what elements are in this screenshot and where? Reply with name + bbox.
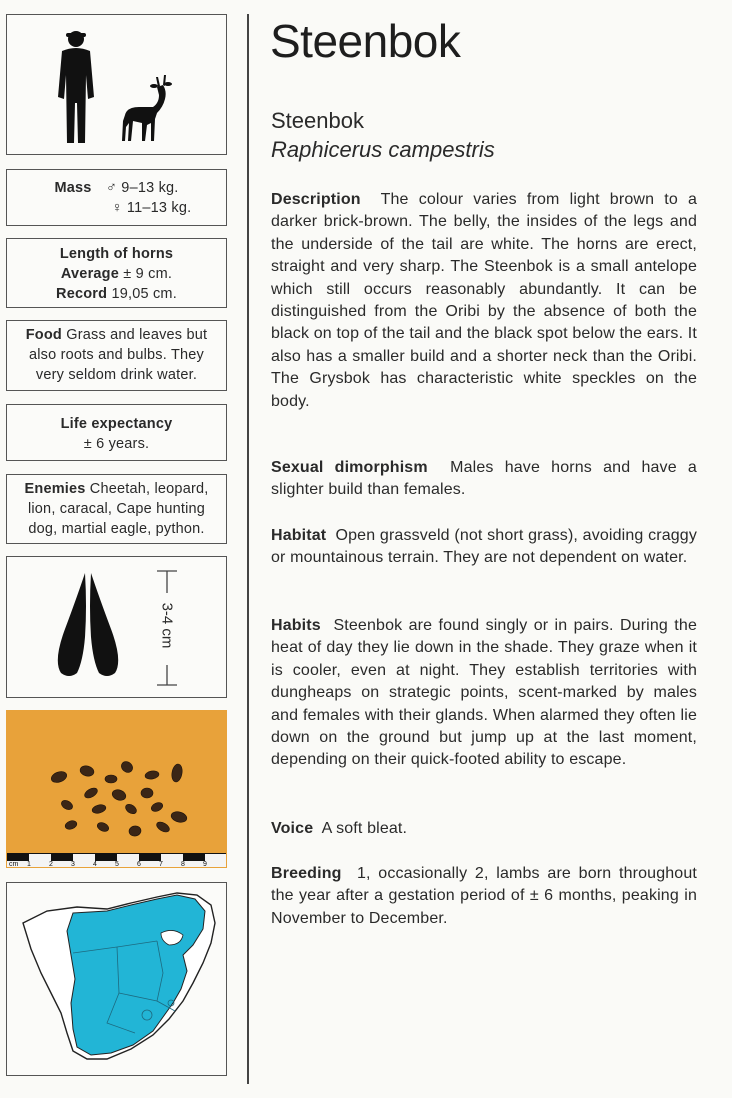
mass-male-value: ♂ 9–13 kg.: [106, 180, 179, 196]
enemies-text: Cheetah, leopard, lion, caracal, Cape hunting dog, martial eagle, python.: [27, 481, 209, 537]
section-heading: Habitat: [271, 527, 327, 544]
section-sexual-dimorphism: [271, 457, 697, 502]
food-label: Food: [25, 327, 62, 343]
ruler-unit: cm: [9, 861, 19, 868]
track-panel: [6, 556, 227, 698]
ruler-number: 1: [27, 861, 31, 868]
ruler-labels: [7, 861, 227, 868]
enemies-label: Enemies: [24, 481, 86, 497]
size-comparison-panel: [6, 14, 227, 155]
section-breeding: [271, 863, 697, 930]
section-text: Open grassveld (not short grass), avoiding craggy or mountainous terrain. They are not dependent on water.: [271, 527, 697, 567]
common-name: Steenbok: [271, 108, 364, 133]
section-heading: Sexual dimorphism: [271, 459, 428, 476]
life-expectancy-panel: [6, 404, 227, 461]
horn-length-panel: [6, 238, 227, 308]
distribution-map: [6, 882, 227, 1076]
ruler-number: 6: [137, 861, 141, 868]
section-voice: [271, 818, 697, 840]
scientific-name: Raphicerus campestris: [271, 137, 495, 162]
life-expectancy-label: Life expectancy: [60, 416, 173, 432]
horn-record-value: 19,05 cm.: [111, 286, 177, 302]
ruler-number: 9: [203, 861, 207, 868]
ruler-number: 3: [71, 861, 75, 868]
section-text: 1, occasionally 2, lambs are born throughout the year after a gestation period of ± 6 months, peaking in November to December.: [271, 865, 697, 927]
horn-length-label: Length of horns: [59, 246, 174, 262]
life-expectancy-value: ± 6 years.: [83, 436, 150, 452]
section-text: The colour varies from light brown to a darker brick-brown. The belly, the insides of the legs and the underside of the tail are white. The horns are erect, straight and very sharp. The Steenbok is a small antelope which still occurs reasonably abundantly. It can be distinguished from the Oribi by the absence of both the black on top of the tail and the black spot below the ears. It also has a smaller build and a shorter neck than the Oribi. The Grysbok has characteristic white speckles on the body.: [271, 191, 698, 410]
section-text: Steenbok are found singly or in pairs. During the heat of day they lie down in the shade. They graze when it is cooler, even at night. They establish territories with dungheaps on strategic points, scent-marked by males and females with their glands. When alarmed they often lie down on the ground but jump up at the last moment, depending on their quick-footed ability to escape.: [271, 617, 697, 769]
dung-pellets-image: [6, 710, 227, 868]
enemies-panel: [6, 474, 227, 544]
ruler-number: 7: [159, 861, 163, 868]
section-heading: Description: [271, 191, 361, 208]
mass-panel: [6, 169, 227, 226]
ruler-number: 5: [115, 861, 119, 868]
page-title: Steenbok: [270, 15, 461, 67]
ruler-number: 4: [93, 861, 97, 868]
food-text: Grass and leaves but also roots and bulbs. They very seldom drink water.: [28, 327, 208, 383]
track-size-label: 3-4 cm: [158, 602, 176, 649]
dung-pellets-illustration: [7, 711, 227, 868]
ruler-number: 2: [49, 861, 53, 868]
section-text: Males have horns and have a slighter build than females.: [271, 459, 697, 499]
section-heading: Voice: [271, 820, 314, 837]
food-panel: [6, 320, 227, 391]
column-divider: [247, 14, 249, 1084]
steenbok-silhouette-icon: [122, 75, 172, 141]
section-description: [271, 189, 697, 413]
section-habitat: [271, 525, 697, 570]
hoof-track-icon: [7, 557, 225, 696]
mass-label: Mass: [54, 180, 92, 196]
section-text: A soft bleat.: [321, 820, 408, 837]
section-heading: Habits: [271, 617, 321, 634]
ruler-number: 8: [181, 861, 185, 868]
mass-female-value: ♀ 11–13 kg.: [111, 200, 192, 216]
horn-average-value: ± 9 cm.: [123, 266, 173, 282]
horn-record-label: Record: [56, 286, 108, 302]
size-comparison-illustration: [7, 15, 225, 153]
southern-africa-map: [7, 883, 225, 1074]
human-silhouette-icon: [58, 31, 94, 143]
section-habits: [271, 615, 697, 772]
section-heading: Breeding: [271, 865, 342, 882]
horn-average-label: Average: [60, 266, 119, 282]
